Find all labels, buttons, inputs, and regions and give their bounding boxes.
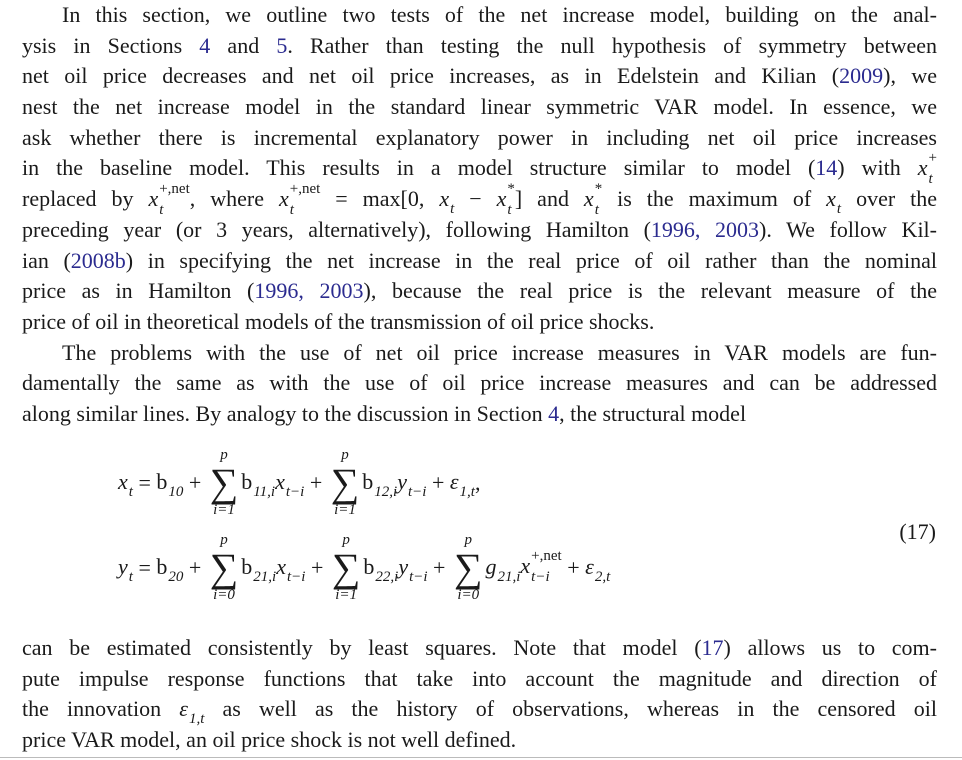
- math-scripts: [409, 568, 427, 583]
- math-symbol: [179, 694, 205, 728]
- summation: [331, 448, 360, 518]
- summation: [332, 533, 361, 603]
- math-symbol: [520, 548, 562, 585]
- subscript: 2,t: [594, 568, 611, 585]
- subscript: t: [928, 171, 933, 188]
- math-scripts: [531, 548, 562, 585]
- paragraph-net-increase-tests: [22, 0, 937, 430]
- math-symbol: [156, 469, 183, 498]
- subscript: t: [128, 483, 133, 500]
- superscript: +: [928, 150, 937, 167]
- math-symbol: [585, 554, 610, 583]
- text-run: price of oil in theoretical models of the transmission of oil price shocks.: [22, 308, 655, 334]
- math-base: b: [241, 468, 253, 494]
- math-base: y: [397, 468, 407, 494]
- math-symbol: [917, 150, 937, 188]
- math-symbol: [148, 181, 190, 219]
- citation-link[interactable]: 2009: [839, 63, 884, 89]
- sum-upper-limit: p: [464, 532, 472, 548]
- math-symbol: [583, 181, 603, 219]
- sum-sign: ∑: [330, 460, 360, 505]
- math-base: x: [583, 186, 594, 212]
- text-run: ask whether there is incremental explanatory power in including net oil price increases: [22, 124, 937, 150]
- text-run: ,: [474, 470, 481, 495]
- math-base: b: [241, 553, 253, 579]
- text-run: +: [426, 470, 450, 495]
- text-run: damentally the same as with the use of oil price increase measures and can be addressed: [22, 370, 937, 396]
- text-run: ) allows us to com-: [723, 635, 937, 660]
- text-run: , the structural model: [559, 400, 747, 426]
- text-run: price VAR model, an oil price shock is not well defined.: [22, 727, 517, 753]
- equation-row-y: [118, 533, 610, 603]
- sum-lower-limit: i=0: [213, 587, 235, 603]
- sum-sign: ∑: [209, 460, 239, 505]
- superscript: +,net: [289, 181, 321, 198]
- text-run: . Rather than testing the null hypothesis of symmetry between: [287, 32, 937, 58]
- citation-link[interactable]: 2008b: [70, 247, 126, 273]
- subscript: 12,i: [374, 483, 398, 500]
- math-base: x: [275, 468, 285, 494]
- subscript: 20: [168, 568, 184, 585]
- subscript: t: [289, 202, 294, 219]
- math-scripts: [168, 568, 183, 583]
- text-line: [22, 246, 937, 277]
- text-run: +: [427, 555, 451, 580]
- subscript: t−i: [409, 568, 428, 585]
- math-base: x: [439, 186, 450, 212]
- math-symbol: [241, 554, 276, 583]
- math-symbol: [276, 554, 305, 583]
- text-line: [22, 307, 937, 338]
- summation: [210, 448, 239, 518]
- math-scripts: [159, 181, 190, 219]
- text-line: [22, 150, 937, 188]
- math-scripts: [374, 483, 397, 498]
- subscript: t: [450, 201, 455, 218]
- math-symbol: [156, 554, 183, 583]
- text-run: −: [454, 186, 497, 212]
- math-symbol: [439, 184, 455, 218]
- subscript: t−i: [407, 483, 427, 500]
- math-scripts: [507, 181, 515, 219]
- text-run: ), we: [883, 63, 937, 89]
- subscript: 1,t: [188, 711, 205, 728]
- sum-lower-limit: i=1: [335, 587, 358, 603]
- subscript: 1,t: [459, 483, 475, 500]
- math-base: ε: [179, 696, 188, 722]
- math-scripts: [168, 483, 183, 498]
- text-run: and: [210, 32, 277, 58]
- sum-upper-limit: p: [220, 532, 228, 548]
- text-run: can be estimated consistently by least squares. Note that model (: [22, 635, 702, 660]
- superscript: +,net: [531, 548, 562, 564]
- math-scripts: [188, 710, 205, 728]
- text-line: [22, 0, 937, 31]
- math-symbol: [363, 554, 398, 583]
- math-scripts: [375, 568, 398, 583]
- page-bottom-rule: [0, 757, 962, 758]
- text-run: ), because the real price is the relevant measure of the: [363, 278, 938, 304]
- text-run: ). We follow Kil-: [759, 216, 937, 242]
- text-line: [22, 694, 938, 728]
- text-run: as well as the history of observations, whereas in the censored oil: [204, 696, 938, 722]
- text-run: =: [132, 470, 157, 495]
- text-run: = max[0,: [320, 186, 440, 212]
- subscript: t: [128, 568, 133, 585]
- text-run: in the baseline model. This results in a model structure similar to model (: [22, 155, 816, 181]
- text-run: price as in Hamilton (: [22, 278, 255, 304]
- subscript: 21,i: [497, 568, 521, 585]
- subscript: 11,i: [253, 483, 276, 500]
- text-run: +: [304, 470, 328, 495]
- text-run: is the maximum of: [602, 186, 827, 212]
- citation-link[interactable]: 5: [276, 32, 288, 58]
- text-line: [22, 276, 937, 307]
- math-symbol: [118, 469, 133, 498]
- math-symbol: [362, 469, 397, 498]
- sum-sign: ∑: [331, 545, 361, 590]
- paragraph-estimation: [22, 633, 937, 756]
- math-scripts: [836, 200, 842, 218]
- subscript: t: [159, 202, 164, 219]
- text-run: net oil price decreases and net oil price increases, as in Edelstein and Kilian (: [22, 63, 840, 89]
- math-scripts: [928, 150, 937, 188]
- math-base: x: [118, 468, 128, 494]
- math-scripts: [497, 568, 520, 583]
- math-symbol: [398, 554, 427, 583]
- text-line: [22, 123, 937, 154]
- citation-link[interactable]: 17: [701, 635, 724, 660]
- math-base: b: [156, 553, 168, 579]
- math-base: x: [826, 186, 836, 212]
- text-run: ) in specifying the net increase in the real price of oil rather than the nominal: [125, 247, 938, 273]
- equation-number: (17): [899, 519, 936, 544]
- math-base: b: [363, 553, 375, 579]
- text-line: [22, 399, 937, 430]
- math-base: b: [156, 468, 168, 494]
- math-scripts: [289, 181, 321, 219]
- text-run: +: [183, 555, 207, 580]
- math-base: x: [278, 186, 289, 212]
- sum-sign: ∑: [209, 545, 239, 590]
- math-base: ε: [449, 468, 459, 494]
- math-base: y: [398, 553, 409, 579]
- text-run: nest the net increase model in the standard linear symmetric VAR model. In essence, we: [22, 94, 937, 120]
- math-scripts: [408, 483, 426, 498]
- math-base: x: [148, 186, 159, 212]
- text-line: [22, 633, 937, 664]
- math-symbol: [278, 181, 321, 219]
- math-scripts: [595, 568, 610, 583]
- math-base: b: [362, 468, 374, 494]
- math-symbol: [485, 554, 520, 583]
- math-base: ε: [585, 553, 594, 579]
- text-line: [22, 368, 937, 399]
- text-run: The problems with the use of net oil price increase measures in VAR models are fun-: [62, 339, 937, 365]
- text-line: [22, 181, 938, 219]
- text-line: [22, 215, 937, 246]
- sum-sign: ∑: [453, 545, 483, 590]
- math-symbol: [118, 554, 133, 583]
- math-scripts: [460, 483, 475, 498]
- math-base: x: [496, 186, 507, 212]
- text-run: the innovation: [22, 696, 180, 722]
- citation-link[interactable]: 4: [199, 32, 211, 58]
- text-line: [22, 338, 937, 369]
- sum-lower-limit: i=0: [457, 587, 480, 603]
- summation: [210, 533, 239, 603]
- math-base: x: [276, 553, 286, 579]
- text-run: pute impulse response functions that take into account the magnitude and direction of: [22, 665, 937, 691]
- subscript: 21,i: [253, 568, 277, 585]
- math-scripts: [450, 200, 455, 218]
- math-symbol: [826, 184, 842, 218]
- text-run: , where: [189, 186, 279, 212]
- math-scripts: [129, 483, 133, 498]
- math-scripts: [129, 568, 133, 583]
- sum-upper-limit: p: [220, 447, 228, 463]
- text-run: replaced by: [22, 186, 149, 212]
- math-scripts: [287, 568, 305, 583]
- subscript: t: [594, 202, 599, 219]
- text-run: ian (: [22, 247, 71, 273]
- text-run: =: [132, 555, 157, 580]
- sum-upper-limit: p: [341, 447, 349, 463]
- subscript: t−i: [285, 483, 305, 500]
- text-run: ysis in Sections: [22, 32, 200, 58]
- citation-link[interactable]: 14: [815, 155, 838, 181]
- math-symbol: [450, 469, 475, 498]
- math-scripts: [253, 568, 276, 583]
- math-base: y: [118, 553, 128, 579]
- text-run: ] and: [514, 186, 584, 212]
- superscript: *: [507, 181, 515, 198]
- subscript: t−i: [531, 569, 550, 585]
- text-line: [22, 664, 937, 695]
- summation: [454, 533, 483, 603]
- math-symbol: [397, 469, 426, 498]
- text-run: ) with: [837, 155, 918, 181]
- subscript: t−i: [286, 568, 306, 585]
- math-base: x: [917, 155, 928, 181]
- text-line: [22, 31, 937, 62]
- superscript: *: [594, 181, 603, 198]
- text-run: along similar lines. By analogy to the discussion in Section: [22, 400, 549, 426]
- math-scripts: [253, 483, 275, 498]
- citation-link[interactable]: 1996, 2003: [650, 216, 760, 242]
- citation-link[interactable]: 1996, 2003: [254, 278, 364, 304]
- subscript: 22,i: [375, 568, 399, 585]
- citation-link[interactable]: 4: [548, 400, 560, 426]
- math-scripts: [286, 483, 304, 498]
- subscript: t: [836, 201, 842, 218]
- text-run: over the: [841, 186, 938, 212]
- superscript: +,net: [159, 181, 190, 198]
- text-run: +: [183, 470, 207, 495]
- sum-lower-limit: i=1: [213, 502, 235, 518]
- math-base: g: [485, 553, 497, 579]
- text-line: [22, 61, 937, 92]
- math-symbol: [241, 469, 275, 498]
- sum-lower-limit: i=1: [334, 502, 356, 518]
- text-line: [22, 725, 937, 756]
- math-symbol: [275, 469, 304, 498]
- sum-upper-limit: p: [342, 532, 350, 548]
- math-symbol: [496, 181, 515, 219]
- text-line: [22, 92, 937, 123]
- equation-row-x: [118, 448, 480, 518]
- text-run: +: [305, 555, 329, 580]
- text-run: In this section, we outline two tests of the net increase model, building on the anal-: [62, 2, 937, 27]
- text-run: preceding year (or 3 years, alternatively), following Hamilton (: [22, 216, 651, 242]
- subscript: 10: [168, 483, 184, 500]
- text-run: +: [561, 555, 586, 580]
- math-base: x: [520, 553, 531, 579]
- subscript: t: [507, 202, 512, 219]
